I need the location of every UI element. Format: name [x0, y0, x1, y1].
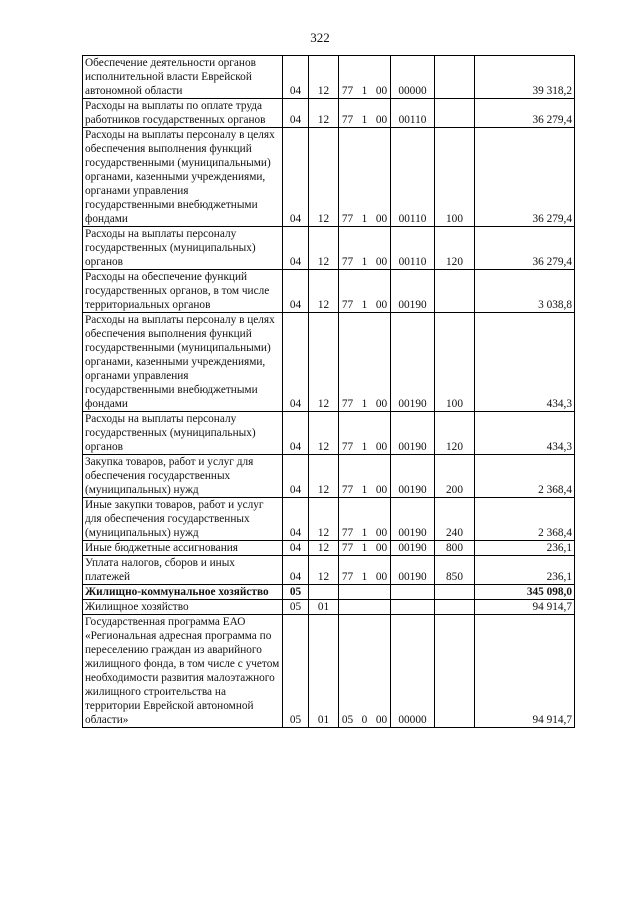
subsection-code-cell: 12: [309, 56, 339, 99]
program-code-cell: [339, 455, 391, 498]
program-code-cell: [339, 541, 391, 556]
section-code-cell: 04: [283, 412, 309, 455]
subsection-code-cell: 12: [309, 227, 339, 270]
expense-name-cell: Расходы на выплаты персоналу государственных (муниципальных) органов: [83, 412, 283, 455]
section-code-cell: 04: [283, 227, 309, 270]
subsection-code-cell: 12: [309, 556, 339, 585]
expense-name-cell: Жилищное хозяйство: [83, 600, 283, 615]
table-row: [83, 56, 575, 99]
table-row: [83, 600, 575, 615]
expense-type-cell: 120: [435, 412, 475, 455]
section-code-cell: 04: [283, 56, 309, 99]
program-code-part-1: 77: [341, 527, 354, 539]
program-code-part-2: 1: [361, 542, 368, 554]
section-code-cell: 04: [283, 313, 309, 412]
direction-code-cell: 00110: [391, 99, 435, 128]
subsection-code-cell: 01: [309, 600, 339, 615]
expense-name-cell: Государственная программа ЕАО «Региональная адресная программа по переселению граждан из аварийного жилищного фонда, в том числе с учетом необходимости развития малоэтажного жилищного строительства на территории Еврейской автономной области»: [83, 615, 283, 728]
direction-code-cell: 00000: [391, 615, 435, 728]
subsection-code-cell: 12: [309, 412, 339, 455]
expense-name-cell: Расходы на выплаты по оплате труда работников государственных органов: [83, 99, 283, 128]
table-row: [83, 270, 575, 313]
program-code-cell: [339, 600, 391, 615]
section-code-cell: 04: [283, 556, 309, 585]
amount-cell: 36 279,4: [475, 128, 575, 227]
program-code-part-2: 1: [361, 398, 368, 410]
table-row: [83, 498, 575, 541]
expense-type-cell: 100: [435, 128, 475, 227]
program-code-part-2: 1: [361, 85, 368, 97]
program-code-part-1: 77: [341, 542, 354, 554]
direction-code-cell: 00190: [391, 412, 435, 455]
amount-cell: 236,1: [475, 541, 575, 556]
program-code-cell: [339, 585, 391, 600]
direction-code-cell: 00190: [391, 313, 435, 412]
program-code-part-3: 00: [375, 85, 388, 97]
program-code-part-1: 05: [341, 714, 354, 726]
program-code-part-3: 00: [375, 714, 388, 726]
expense-name-cell: Расходы на выплаты персоналу в целях обеспечения выполнения функций государственными (муниципальными) органами, казенными учреждениями, органами управления государственными внебюджетными фондами: [83, 128, 283, 227]
expense-type-cell: [435, 99, 475, 128]
subsection-code-cell: 12: [309, 313, 339, 412]
program-code-cell: [339, 412, 391, 455]
amount-cell: 345 098,0: [475, 585, 575, 600]
subsection-code-cell: 12: [309, 270, 339, 313]
subsection-code-cell: [309, 585, 339, 600]
section-code-cell: 04: [283, 455, 309, 498]
program-code-part-2: 1: [361, 527, 368, 539]
expense-name-cell: Обеспечение деятельности органов исполнительной власти Еврейской автономной области: [83, 56, 283, 99]
table-row: [83, 615, 575, 728]
program-code-part-2: 1: [361, 484, 368, 496]
amount-cell: 434,3: [475, 313, 575, 412]
table-row: [83, 128, 575, 227]
expense-name-cell: Закупка товаров, работ и услуг для обеспечения государственных (муниципальных) нужд: [83, 455, 283, 498]
program-code-part-2: 1: [361, 571, 368, 583]
expense-type-cell: [435, 615, 475, 728]
section-code-cell: 05: [283, 585, 309, 600]
expense-name-cell: Уплата налогов, сборов и иных платежей: [83, 556, 283, 585]
table-row: [83, 585, 575, 600]
expense-name-cell: Расходы на обеспечение функций государственных органов, в том числе территориальных органов: [83, 270, 283, 313]
expense-name-cell: Иные закупки товаров, работ и услуг для обеспечения государственных (муниципальных) нужд: [83, 498, 283, 541]
expense-type-cell: 240: [435, 498, 475, 541]
expense-name-cell: Расходы на выплаты персоналу государственных (муниципальных) органов: [83, 227, 283, 270]
direction-code-cell: 00190: [391, 556, 435, 585]
program-code-part-3: 00: [375, 484, 388, 496]
direction-code-cell: [391, 585, 435, 600]
section-code-cell: 04: [283, 541, 309, 556]
amount-cell: 236,1: [475, 556, 575, 585]
subsection-code-cell: 12: [309, 455, 339, 498]
program-code-part-1: 77: [341, 114, 354, 126]
direction-code-cell: 00110: [391, 128, 435, 227]
expense-type-cell: [435, 600, 475, 615]
amount-cell: 2 368,4: [475, 498, 575, 541]
program-code-cell: [339, 615, 391, 728]
expense-type-cell: 120: [435, 227, 475, 270]
section-code-cell: 04: [283, 99, 309, 128]
table-row: [83, 556, 575, 585]
direction-code-cell: 00190: [391, 270, 435, 313]
program-code-part-2: 1: [361, 114, 368, 126]
program-code-cell: [339, 270, 391, 313]
table-row: [83, 227, 575, 270]
direction-code-cell: 00190: [391, 541, 435, 556]
program-code-part-1: 77: [341, 441, 354, 453]
section-code-cell: 04: [283, 498, 309, 541]
program-code-part-1: 77: [341, 85, 354, 97]
table-row: [83, 541, 575, 556]
direction-code-cell: 00110: [391, 227, 435, 270]
table-row: [83, 313, 575, 412]
program-code-part-2: 1: [361, 256, 368, 268]
program-code-part-2: 1: [361, 441, 368, 453]
expense-type-cell: [435, 270, 475, 313]
program-code-cell: [339, 498, 391, 541]
program-code-part-2: 1: [361, 213, 368, 225]
program-code-part-1: 77: [341, 213, 354, 225]
expense-name-cell: Жилищно-коммунальное хозяйство: [83, 585, 283, 600]
direction-code-cell: 00190: [391, 498, 435, 541]
section-code-cell: 04: [283, 270, 309, 313]
program-code-cell: [339, 128, 391, 227]
program-code-part-3: 00: [375, 571, 388, 583]
expense-type-cell: 200: [435, 455, 475, 498]
program-code-part-1: 77: [341, 484, 354, 496]
program-code-part-3: 00: [375, 441, 388, 453]
program-code-cell: [339, 313, 391, 412]
page-number: 322: [310, 30, 330, 45]
table-row: [83, 455, 575, 498]
program-code-part-1: 77: [341, 256, 354, 268]
table-row: [83, 99, 575, 128]
amount-cell: 36 279,4: [475, 99, 575, 128]
program-code-part-1: 77: [341, 299, 354, 311]
program-code-part-3: 00: [375, 213, 388, 225]
expense-type-cell: [435, 585, 475, 600]
program-code-part-2: 1: [361, 299, 368, 311]
program-code-part-2: 0: [361, 714, 368, 726]
table-body: [83, 56, 575, 728]
subsection-code-cell: 12: [309, 99, 339, 128]
program-code-part-3: 00: [375, 256, 388, 268]
direction-code-cell: [391, 600, 435, 615]
program-code-cell: [339, 227, 391, 270]
amount-cell: 2 368,4: [475, 455, 575, 498]
subsection-code-cell: 12: [309, 128, 339, 227]
direction-code-cell: 00000: [391, 56, 435, 99]
section-code-cell: 05: [283, 615, 309, 728]
section-code-cell: 05: [283, 600, 309, 615]
expense-name-cell: Расходы на выплаты персоналу в целях обеспечения выполнения функций государственными (муниципальными) органами, казенными учреждениями, органами управления государственными внебюджетными фондами: [83, 313, 283, 412]
program-code-part-3: 00: [375, 114, 388, 126]
section-code-cell: 04: [283, 128, 309, 227]
amount-cell: 94 914,7: [475, 615, 575, 728]
program-code-part-3: 00: [375, 527, 388, 539]
amount-cell: 94 914,7: [475, 600, 575, 615]
program-code-part-3: 00: [375, 299, 388, 311]
direction-code-cell: 00190: [391, 455, 435, 498]
program-code-part-3: 00: [375, 398, 388, 410]
subsection-code-cell: 12: [309, 541, 339, 556]
amount-cell: 434,3: [475, 412, 575, 455]
program-code-part-1: 77: [341, 571, 354, 583]
subsection-code-cell: 12: [309, 498, 339, 541]
budget-table: [82, 55, 575, 728]
amount-cell: 39 318,2: [475, 56, 575, 99]
program-code-cell: [339, 556, 391, 585]
expense-type-cell: 800: [435, 541, 475, 556]
expense-name-cell: Иные бюджетные ассигнования: [83, 541, 283, 556]
table-row: [83, 412, 575, 455]
subsection-code-cell: 01: [309, 615, 339, 728]
program-code-part-3: 00: [375, 542, 388, 554]
program-code-cell: [339, 56, 391, 99]
expense-type-cell: 100: [435, 313, 475, 412]
expense-type-cell: [435, 56, 475, 99]
amount-cell: 36 279,4: [475, 227, 575, 270]
expense-type-cell: 850: [435, 556, 475, 585]
program-code-part-1: 77: [341, 398, 354, 410]
program-code-cell: [339, 99, 391, 128]
amount-cell: 3 038,8: [475, 270, 575, 313]
